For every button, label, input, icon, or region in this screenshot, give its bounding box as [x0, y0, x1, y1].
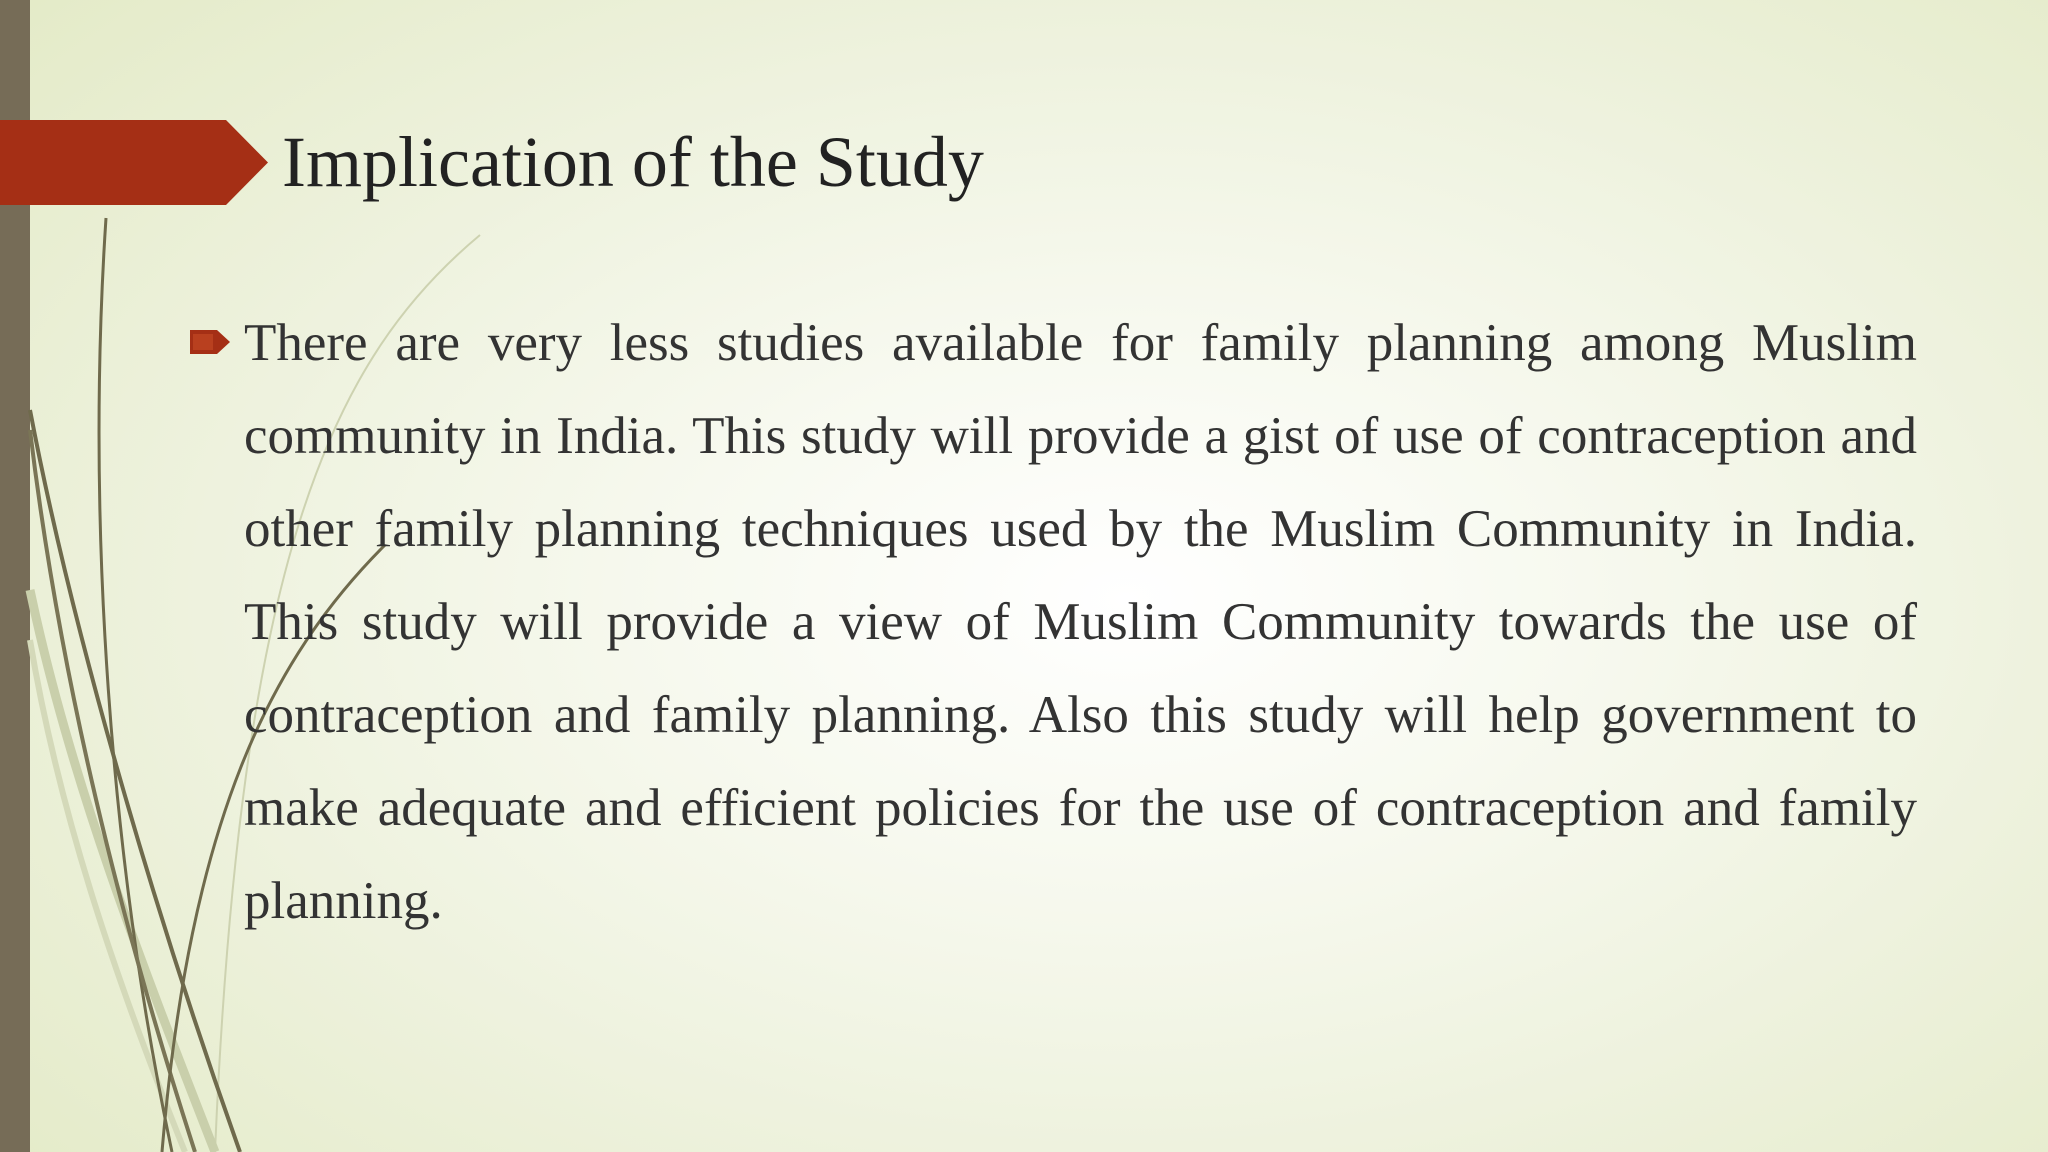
slide-title: Implication of the Study: [282, 122, 984, 202]
arrow-bullet-icon: [190, 330, 230, 354]
title-arrow-banner: [0, 120, 268, 205]
bullet-text: There are very less studies available for family planning among Muslim community in India. This study will provide a gist of use of contraception and other family planning techniques used by the Muslim Community in India. This study will provide a view of Muslim Community towards the use of contraception and family planning. Also this study will help government to make adequate and efficient policies for the use of contraception and family planning.: [244, 314, 1917, 930]
